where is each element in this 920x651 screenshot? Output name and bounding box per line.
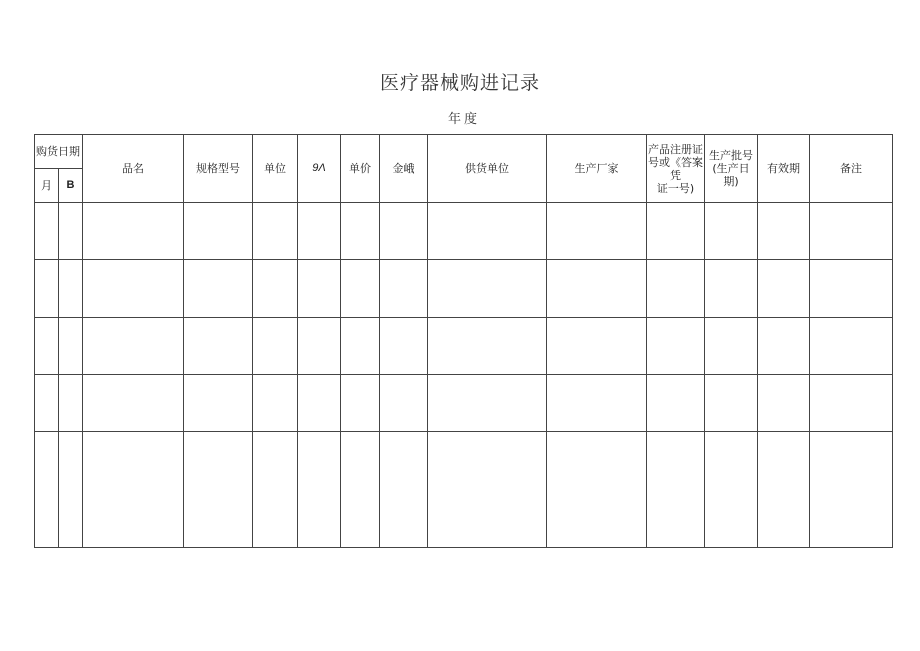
table-cell [83,318,184,375]
table-cell [184,432,253,548]
table-cell [59,203,83,260]
table-cell [758,318,810,375]
table-cell [380,203,428,260]
table-cell [35,260,59,318]
table-cell [810,432,893,548]
table-cell [253,318,298,375]
table-cell [647,318,705,375]
batch-header: 生产批号 (生产日 期) [705,135,758,203]
table-cell [298,432,341,548]
table-cell [83,203,184,260]
table-cell [547,432,647,548]
table-cell [341,203,380,260]
table-cell [428,203,547,260]
table-cell [59,375,83,432]
amount-header: 金峨 [380,135,428,203]
registration-header: 产品注册证 号或《答案 凭 证一号) [647,135,705,203]
manufacturer-header: 生产厂家 [547,135,647,203]
table-cell [341,432,380,548]
table-cell [59,318,83,375]
table-cell [810,375,893,432]
month-header: 月 [35,169,59,203]
table-row [35,260,893,318]
table-cell [810,203,893,260]
table-cell [758,203,810,260]
table-cell [341,318,380,375]
table-cell [298,203,341,260]
supplier-header: 供货单位 [428,135,547,203]
table-cell [35,318,59,375]
table-cell [298,375,341,432]
table-cell [428,260,547,318]
page-title: 医疗器械购进记录 [379,72,540,94]
table-cell [428,375,547,432]
table-cell [705,203,758,260]
table-cell [547,318,647,375]
table-row [35,375,893,432]
table-cell [810,260,893,318]
unit-header: 单位 [253,135,298,203]
table-cell [705,432,758,548]
unit-price-header: 单价 [341,135,380,203]
table-cell [547,375,647,432]
year-label: 年度 [447,112,480,127]
table-cell [647,375,705,432]
table-cell [253,203,298,260]
table-cell [35,432,59,548]
table-cell [705,260,758,318]
table-cell [428,318,547,375]
table-cell [428,432,547,548]
table-cell [253,260,298,318]
purchase-date-header: 购货日期 [35,135,83,169]
table-cell [59,260,83,318]
table-cell [547,260,647,318]
table-cell [341,375,380,432]
table-cell [184,318,253,375]
table-cell [380,375,428,432]
quantity-header: 9Λ [298,135,341,203]
table-cell [35,203,59,260]
table-cell [380,260,428,318]
table-cell [253,432,298,548]
table-cell [298,318,341,375]
table-cell [647,432,705,548]
table-cell [35,375,59,432]
model-header: 规格型号 [184,135,253,203]
table-cell [758,432,810,548]
expiry-header: 有效期 [758,135,810,203]
table-cell [705,375,758,432]
table-cell [758,375,810,432]
table-cell [705,318,758,375]
table-cell [253,375,298,432]
table-cell [83,432,184,548]
table-cell [59,432,83,548]
table-row [35,318,893,375]
table-cell [184,375,253,432]
table-cell [184,203,253,260]
table-cell [341,260,380,318]
table-cell [810,318,893,375]
table-cell [184,260,253,318]
day-header: B [59,169,83,203]
table-cell [647,203,705,260]
table-cell [83,260,184,318]
remarks-header: 备注 [810,135,893,203]
table-row [35,432,893,548]
table-cell [298,260,341,318]
table-cell [380,432,428,548]
table-cell [547,203,647,260]
table-cell [647,260,705,318]
table-row [35,203,893,260]
table-cell [380,318,428,375]
table-cell [83,375,184,432]
table-cell [758,260,810,318]
purchase-record-table [34,134,893,548]
product-name-header: 品名 [83,135,184,203]
